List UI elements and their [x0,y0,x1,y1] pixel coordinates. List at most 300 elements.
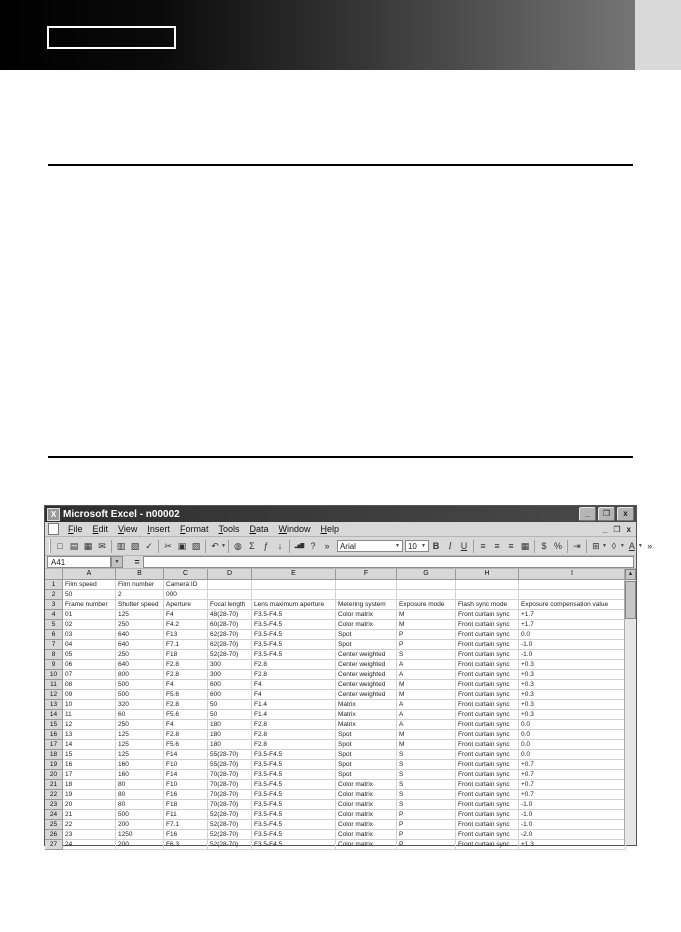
cell[interactable]: S [397,780,456,790]
workbook-minimize-button[interactable]: _ [602,524,608,534]
row-header-24[interactable]: 24 [45,810,63,820]
cell[interactable]: 11 [63,710,116,720]
cell[interactable]: +0.3 [519,710,626,720]
column-header-H[interactable]: H [456,569,519,580]
menu-item-insert[interactable]: Insert [147,524,170,534]
row-header-27[interactable]: 27 [45,840,63,850]
column-header-A[interactable]: A [63,569,116,580]
cell[interactable]: M [397,690,456,700]
scrollbar-thumb[interactable] [625,581,636,619]
more-buttons-icon[interactable]: » [324,541,330,551]
cell[interactable]: +0.3 [519,690,626,700]
cell[interactable]: 60 [116,710,164,720]
cell[interactable]: Matrix [336,720,397,730]
cell[interactable]: M [397,740,456,750]
cell[interactable]: +1.7 [519,610,626,620]
cell[interactable]: +0.7 [519,780,626,790]
cell[interactable]: 320 [116,700,164,710]
cell[interactable]: +0.7 [519,760,626,770]
cell[interactable] [252,580,336,590]
cell[interactable]: Color matrix [336,810,397,820]
increase-indent-icon[interactable]: ⇥ [573,540,581,551]
cell[interactable]: 24 [63,840,116,850]
cell[interactable]: S [397,770,456,780]
cell[interactable]: Front curtain sync [456,680,519,690]
undo-icon[interactable]: ↶ [211,540,219,551]
row-header-5[interactable]: 5 [45,620,63,630]
cell[interactable]: Spot [336,740,397,750]
cell[interactable]: 0.0 [519,740,626,750]
cell[interactable]: Film speed [63,580,116,590]
cell[interactable]: F2.8 [252,730,336,740]
cell[interactable]: Exposure mode [397,600,456,610]
cell[interactable]: -1.0 [519,810,626,820]
cell[interactable]: A [397,720,456,730]
cell[interactable]: Color matrix [336,830,397,840]
cell[interactable]: 23 [63,830,116,840]
row-header-21[interactable]: 21 [45,780,63,790]
cell[interactable]: Center weighted [336,650,397,660]
cell[interactable]: F6.3 [164,840,208,850]
cell[interactable]: 16 [63,760,116,770]
cell[interactable]: F5.6 [164,710,208,720]
cell[interactable]: 500 [116,810,164,820]
row-header-26[interactable]: 26 [45,830,63,840]
sort-ascending-icon[interactable]: ↓ [277,541,283,551]
cell[interactable]: Front curtain sync [456,620,519,630]
chevron-down-icon[interactable]: ▼ [221,543,226,549]
cell[interactable]: 640 [116,630,164,640]
cell[interactable]: +0.7 [519,770,626,780]
cell[interactable]: Spot [336,770,397,780]
cell[interactable]: Exposure compensation value [519,600,626,610]
cell[interactable]: M [397,680,456,690]
formula-input[interactable] [143,556,634,568]
name-box[interactable]: A41 [47,556,111,568]
cell[interactable]: 09 [63,690,116,700]
cell[interactable]: Center weighted [336,680,397,690]
underline-icon[interactable]: U [460,541,468,551]
paste-icon[interactable]: ▨ [191,540,201,551]
cell[interactable]: +1.7 [519,620,626,630]
cell[interactable]: Front curtain sync [456,610,519,620]
cell[interactable]: 180 [208,730,252,740]
cell[interactable]: Flash sync mode [456,600,519,610]
cell[interactable]: Center weighted [336,690,397,700]
cell[interactable]: Front curtain sync [456,770,519,780]
cell[interactable]: -1.0 [519,640,626,650]
cell[interactable]: 600 [208,690,252,700]
cell[interactable]: Spot [336,630,397,640]
cell[interactable]: 0.0 [519,720,626,730]
currency-icon[interactable]: $ [541,541,547,551]
menu-item-view[interactable]: View [118,524,138,534]
cell[interactable]: S [397,650,456,660]
font-size-select[interactable] [405,540,429,552]
row-header-11[interactable]: 11 [45,680,63,690]
cell[interactable]: A [397,670,456,680]
cell[interactable]: M [397,620,456,630]
cell[interactable]: 06 [63,660,116,670]
select-all-corner[interactable] [45,569,63,580]
cell[interactable]: F13 [164,630,208,640]
cell[interactable]: -1.0 [519,650,626,660]
cell[interactable]: F3.5-F4.5 [252,790,336,800]
cell[interactable]: F11 [164,810,208,820]
cell[interactable]: Spot [336,640,397,650]
cell[interactable]: P [397,640,456,650]
cell[interactable]: Front curtain sync [456,640,519,650]
cell[interactable]: Front curtain sync [456,720,519,730]
row-header-25[interactable]: 25 [45,820,63,830]
cell[interactable]: S [397,760,456,770]
cell[interactable]: F5.6 [164,690,208,700]
cell[interactable]: F14 [164,750,208,760]
cell[interactable]: Front curtain sync [456,740,519,750]
save-icon[interactable]: ▦ [83,540,93,551]
cell[interactable]: F3.5-F4.5 [252,770,336,780]
row-header-7[interactable]: 7 [45,640,63,650]
menu-item-tools[interactable]: Tools [218,524,240,534]
cell[interactable]: 07 [63,670,116,680]
cell[interactable]: Front curtain sync [456,710,519,720]
more-buttons-icon-2[interactable]: » [647,541,653,551]
cell[interactable]: Center weighted [336,670,397,680]
cell[interactable]: A [397,710,456,720]
cell[interactable]: F3.5-F4.5 [252,810,336,820]
cell[interactable]: Shutter speed [116,600,164,610]
chart-wizard-icon[interactable]: ▂▅▇ [294,543,304,549]
cell[interactable]: 125 [116,740,164,750]
cell[interactable]: Center weighted [336,660,397,670]
cell[interactable]: F16 [164,790,208,800]
vertical-scrollbar[interactable] [624,569,636,845]
cell[interactable]: 640 [116,640,164,650]
cell[interactable]: F3.5-F4.5 [252,620,336,630]
cell[interactable] [519,580,626,590]
cell[interactable]: F2.8 [252,720,336,730]
cell[interactable]: Matrix [336,700,397,710]
cell[interactable] [456,590,519,600]
font-color-icon[interactable]: A [628,541,635,551]
cell[interactable]: Color matrix [336,800,397,810]
cell[interactable]: Front curtain sync [456,820,519,830]
cell[interactable]: 80 [116,780,164,790]
edit-formula-button[interactable]: = [134,557,140,567]
help-icon[interactable]: ? [310,541,316,551]
cell[interactable]: P [397,810,456,820]
cell[interactable]: S [397,790,456,800]
cell[interactable]: 000 [164,590,208,600]
cell[interactable]: F14 [164,770,208,780]
row-header-23[interactable]: 23 [45,800,63,810]
column-header-B[interactable]: B [116,569,164,580]
cell[interactable]: S [397,750,456,760]
chevron-down-icon[interactable]: ▼ [601,543,607,549]
cell[interactable]: F3.5-F4.5 [252,750,336,760]
align-center-icon[interactable]: ≡ [494,541,500,551]
cell[interactable]: Film number [116,580,164,590]
cell[interactable]: 52(28-70) [208,830,252,840]
row-header-22[interactable]: 22 [45,790,63,800]
cell[interactable]: 13 [63,730,116,740]
cell[interactable]: F4.2 [164,620,208,630]
cell[interactable]: Aperture [164,600,208,610]
cell[interactable]: Matrix [336,710,397,720]
row-header-8[interactable]: 8 [45,650,63,660]
column-header-G[interactable]: G [397,569,456,580]
cell[interactable]: F3.5-F4.5 [252,800,336,810]
cell[interactable]: F3.5-F4.5 [252,820,336,830]
cell[interactable]: F3.5-F4.5 [252,640,336,650]
cell[interactable]: Color matrix [336,620,397,630]
chevron-down-icon[interactable]: ▼ [619,543,625,549]
cell[interactable]: Front curtain sync [456,730,519,740]
cell[interactable]: 640 [116,660,164,670]
cell[interactable]: F10 [164,780,208,790]
row-header-18[interactable]: 18 [45,750,63,760]
cell[interactable]: F2.8 [164,660,208,670]
cell[interactable]: Spot [336,750,397,760]
cell[interactable]: F3.5-F4.5 [252,840,336,850]
font-name-select[interactable] [337,540,403,552]
row-header-17[interactable]: 17 [45,740,63,750]
row-header-2[interactable]: 2 [45,590,63,600]
cell[interactable]: F2.8 [164,700,208,710]
cell[interactable]: Frame number [63,600,116,610]
cell[interactable]: 0.0 [519,630,626,640]
cell[interactable]: 1250 [116,830,164,840]
cell[interactable]: Color matrix [336,840,397,850]
cell[interactable]: 05 [63,650,116,660]
cell[interactable]: Color matrix [336,610,397,620]
cell[interactable]: 2 [116,590,164,600]
cell[interactable]: 62(28-70) [208,640,252,650]
minimize-button[interactable]: _ [579,507,596,521]
cell[interactable]: F3.5-F4.5 [252,650,336,660]
cell[interactable]: F4 [164,610,208,620]
cell[interactable] [208,590,252,600]
print-preview-icon[interactable]: ▧ [130,540,140,551]
cell[interactable]: Front curtain sync [456,790,519,800]
cell[interactable]: M [397,610,456,620]
row-header-13[interactable]: 13 [45,700,63,710]
cell[interactable]: F2.8 [164,730,208,740]
cell[interactable]: Front curtain sync [456,650,519,660]
cell[interactable]: -1.0 [519,800,626,810]
cell[interactable]: M [397,730,456,740]
cell[interactable] [397,580,456,590]
cell[interactable]: Focal length [208,600,252,610]
cell[interactable]: 52(28-70) [208,650,252,660]
cell[interactable] [519,590,626,600]
cell[interactable]: Lens maximum aperture [252,600,336,610]
scroll-up-icon[interactable]: ▲ [625,569,636,580]
cell[interactable] [397,590,456,600]
cell[interactable]: 70(28-70) [208,770,252,780]
cell[interactable]: 80 [116,790,164,800]
cell[interactable]: 180 [208,740,252,750]
cell[interactable]: F3.5-F4.5 [252,630,336,640]
cell[interactable]: +0.3 [519,700,626,710]
cell[interactable]: F3.5-F4.5 [252,780,336,790]
hyperlink-icon[interactable]: ◍ [234,540,242,551]
cell[interactable]: A [397,660,456,670]
cell[interactable]: 17 [63,770,116,780]
cell[interactable]: 250 [116,720,164,730]
cell[interactable]: F2.8 [164,670,208,680]
cell[interactable]: 19 [63,790,116,800]
cell[interactable]: 70(28-70) [208,790,252,800]
copy-icon[interactable]: ▣ [177,540,187,551]
row-header-20[interactable]: 20 [45,770,63,780]
cell[interactable]: 70(28-70) [208,800,252,810]
cell[interactable]: Spot [336,760,397,770]
chevron-down-icon[interactable]: ▼ [395,543,400,549]
cell[interactable]: F2.8 [252,670,336,680]
cell[interactable] [456,580,519,590]
cell[interactable]: 50 [63,590,116,600]
cell[interactable]: 62(28-70) [208,630,252,640]
workbook-restore-button[interactable]: ❐ [613,524,621,534]
cell[interactable]: S [397,800,456,810]
cell[interactable]: F4 [164,720,208,730]
percent-icon[interactable]: % [553,541,562,551]
cell[interactable]: 500 [116,690,164,700]
row-header-1[interactable]: 1 [45,580,63,590]
cell[interactable]: P [397,630,456,640]
row-header-3[interactable]: 3 [45,600,63,610]
cell[interactable]: F18 [164,800,208,810]
cell[interactable]: 250 [116,620,164,630]
cell[interactable]: 160 [116,760,164,770]
cell[interactable]: -2.0 [519,830,626,840]
cell[interactable]: 50 [208,700,252,710]
cell[interactable]: P [397,820,456,830]
cell[interactable]: P [397,830,456,840]
italic-icon[interactable]: I [448,541,452,551]
cell[interactable]: Front curtain sync [456,800,519,810]
menu-item-format[interactable]: Format [179,524,209,534]
cell[interactable]: Front curtain sync [456,690,519,700]
cell[interactable]: Front curtain sync [456,670,519,680]
cell[interactable]: Color matrix [336,780,397,790]
cell[interactable]: F3.5-F4.5 [252,830,336,840]
bold-icon[interactable]: B [432,541,440,551]
menu-item-data[interactable]: Data [249,524,269,534]
chevron-down-icon[interactable]: ▼ [421,543,426,549]
cell[interactable]: 0.0 [519,730,626,740]
cell[interactable]: 12 [63,720,116,730]
cell[interactable]: F2.8 [252,660,336,670]
cell[interactable]: F1.4 [252,700,336,710]
cell[interactable]: 03 [63,630,116,640]
row-header-10[interactable]: 10 [45,670,63,680]
column-header-D[interactable]: D [208,569,252,580]
row-header-6[interactable]: 6 [45,630,63,640]
cell[interactable] [336,580,397,590]
row-header-14[interactable]: 14 [45,710,63,720]
menu-item-edit[interactable]: Edit [92,524,109,534]
align-right-icon[interactable]: ≡ [508,541,514,551]
cell[interactable]: F16 [164,830,208,840]
cell[interactable]: 55(28-70) [208,750,252,760]
cell[interactable] [252,590,336,600]
cell[interactable]: F1.4 [252,710,336,720]
column-header-C[interactable]: C [164,569,208,580]
align-left-icon[interactable]: ≡ [480,541,486,551]
cell[interactable]: F10 [164,760,208,770]
cell[interactable]: 80 [116,800,164,810]
row-header-15[interactable]: 15 [45,720,63,730]
cell[interactable]: Front curtain sync [456,840,519,850]
borders-icon[interactable]: ⊞ [592,540,600,551]
cell[interactable]: F4 [252,690,336,700]
row-header-16[interactable]: 16 [45,730,63,740]
cell[interactable]: -1.0 [519,820,626,830]
cell[interactable]: Front curtain sync [456,630,519,640]
cell[interactable]: A [397,700,456,710]
column-header-I[interactable]: I [519,569,626,580]
menu-item-file[interactable]: File [68,524,83,534]
cell[interactable]: F5.6 [164,740,208,750]
cell[interactable]: 60(28-70) [208,620,252,630]
cell[interactable]: 52(28-70) [208,810,252,820]
merge-center-icon[interactable]: ▦ [520,540,530,551]
cell[interactable]: Front curtain sync [456,700,519,710]
cell[interactable]: +0.3 [519,660,626,670]
cell[interactable]: Front curtain sync [456,660,519,670]
cell[interactable]: 0.0 [519,750,626,760]
cell[interactable]: Front curtain sync [456,760,519,770]
cell[interactable]: 200 [116,820,164,830]
new-file-icon[interactable]: □ [57,541,63,551]
autosum-icon[interactable]: Σ [249,541,255,551]
cell[interactable]: F7.1 [164,640,208,650]
cell[interactable]: Front curtain sync [456,830,519,840]
cell[interactable]: F3.5-F4.5 [252,610,336,620]
cell[interactable]: 50 [208,710,252,720]
cell[interactable]: 08 [63,680,116,690]
cell[interactable]: P [397,840,456,850]
column-header-F[interactable]: F [336,569,397,580]
cell[interactable]: 02 [63,620,116,630]
cell[interactable]: 200 [116,840,164,850]
cell[interactable]: F18 [164,650,208,660]
close-button[interactable]: x [617,507,634,521]
column-header-E[interactable]: E [252,569,336,580]
cell[interactable]: 125 [116,750,164,760]
cell[interactable]: 500 [116,680,164,690]
cell[interactable]: 52(28-70) [208,820,252,830]
menu-item-window[interactable]: Window [278,524,311,534]
cell[interactable]: 800 [116,670,164,680]
cell[interactable]: Spot [336,730,397,740]
workbook-close-button[interactable]: x [626,524,631,534]
cell[interactable]: Metering system [336,600,397,610]
cell[interactable]: F4 [164,680,208,690]
cell[interactable]: F4 [252,680,336,690]
cell[interactable]: 48(28-70) [208,610,252,620]
cut-icon[interactable]: ✂ [164,540,172,551]
cell[interactable]: F7.1 [164,820,208,830]
cell[interactable]: Front curtain sync [456,780,519,790]
cell[interactable]: Color matrix [336,790,397,800]
cell[interactable]: 01 [63,610,116,620]
cell[interactable]: 300 [208,670,252,680]
cell[interactable]: +0.3 [519,670,626,680]
cell[interactable]: Front curtain sync [456,750,519,760]
